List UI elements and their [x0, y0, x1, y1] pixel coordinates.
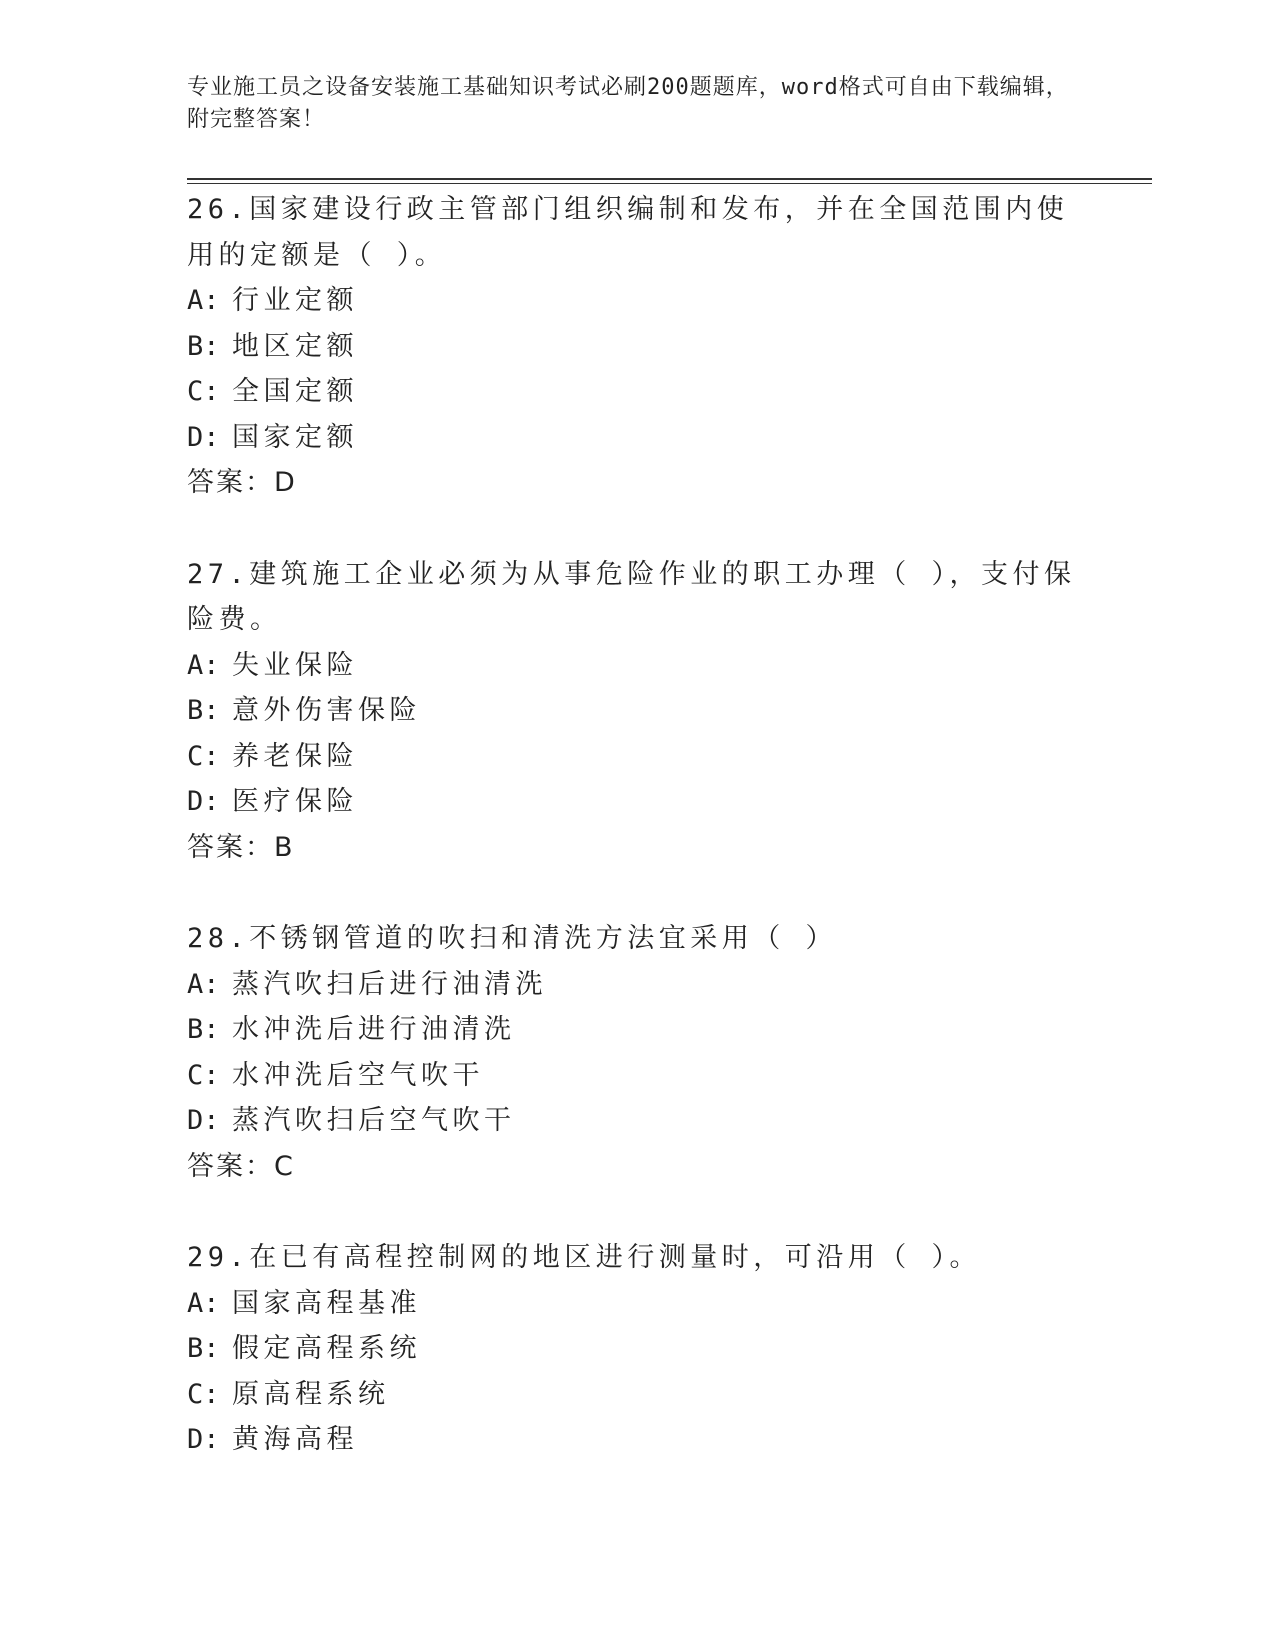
option-text: 假定高程系统: [232, 1333, 421, 1364]
option-text: 全国定额: [232, 376, 358, 407]
answer-line: [187, 825, 1087, 871]
option-letter: B:: [187, 330, 220, 362]
option-text: 失业保险: [232, 649, 358, 681]
question-list: [187, 187, 1087, 1509]
answer-line: [187, 460, 1087, 506]
answer-value: C: [274, 1150, 295, 1182]
option-letter: C:: [187, 376, 220, 407]
option-d: [187, 779, 1087, 825]
header-rule-thin: [187, 183, 1152, 184]
option-text: 地区定额: [232, 330, 358, 362]
option-letter: D:: [187, 786, 220, 817]
document-header: 专业施工员之设备安装施工基础知识考试必刷200题题库，word格式可自由下载编辑，附完整答案！: [187, 75, 1069, 132]
option-letter: A:: [187, 1287, 220, 1319]
option-d: [187, 415, 1087, 461]
option-a: [187, 1281, 1087, 1327]
option-b: [187, 688, 1087, 734]
option-letter: A:: [187, 285, 220, 316]
option-d: [187, 1417, 1087, 1463]
option-c: [187, 1053, 1087, 1099]
option-text: 国家高程基准: [232, 1287, 421, 1319]
answer-value: B: [274, 831, 295, 863]
answer-label: 答案：: [187, 467, 274, 498]
question-29: [187, 1235, 1087, 1463]
question-27: [187, 552, 1087, 871]
question-text: 28.不锈钢管道的吹扫和清洗方法宜采用（ ）: [187, 923, 838, 954]
question-text: 26.国家建设行政主管部门组织编制和发布，并在全国范围内使用的定额是（ ）。: [187, 194, 1069, 271]
option-text: 蒸汽吹扫后进行油清洗: [232, 968, 547, 1000]
option-c: [187, 1372, 1087, 1418]
option-text: 原高程系统: [232, 1378, 390, 1410]
answer-value: D: [274, 467, 297, 498]
option-letter: C:: [187, 1378, 220, 1410]
question-28: [187, 916, 1087, 1189]
option-c: [187, 369, 1087, 415]
option-text: 国家定额: [232, 421, 358, 453]
option-letter: B:: [187, 695, 220, 726]
option-a: [187, 962, 1087, 1008]
option-text: 水冲洗后空气吹干: [232, 1059, 484, 1091]
option-b: [187, 324, 1087, 370]
question-26: [187, 187, 1087, 506]
option-letter: D:: [187, 1424, 220, 1455]
option-text: 行业定额: [232, 285, 358, 316]
option-letter: B:: [187, 1014, 220, 1045]
option-text: 蒸汽吹扫后空气吹干: [232, 1105, 516, 1136]
option-text: 养老保险: [232, 740, 358, 772]
option-b: [187, 1326, 1087, 1372]
answer-label: 答案：: [187, 1150, 274, 1182]
option-a: [187, 643, 1087, 689]
answer-label: 答案：: [187, 831, 274, 863]
option-letter: C:: [187, 1059, 220, 1091]
header-rule-thick: [187, 178, 1152, 180]
option-d: [187, 1098, 1087, 1144]
option-a: [187, 278, 1087, 324]
option-letter: C:: [187, 740, 220, 772]
option-letter: A:: [187, 649, 220, 681]
option-text: 水冲洗后进行油清洗: [232, 1014, 516, 1045]
option-text: 医疗保险: [232, 786, 358, 817]
answer-line: [187, 1144, 1087, 1190]
option-text: 黄海高程: [232, 1424, 358, 1455]
option-b: [187, 1007, 1087, 1053]
question-text: 27.建筑施工企业必须为从事危险作业的职工办理（ ），支付保险费。: [187, 558, 1076, 635]
option-c: [187, 734, 1087, 780]
question-text: 29.在已有高程控制网的地区进行测量时，可沿用（ ）。: [187, 1242, 982, 1273]
option-text: 意外伤害保险: [232, 695, 421, 726]
option-letter: D:: [187, 421, 220, 453]
option-letter: B:: [187, 1333, 220, 1364]
option-letter: D:: [187, 1105, 220, 1136]
option-letter: A:: [187, 968, 220, 1000]
